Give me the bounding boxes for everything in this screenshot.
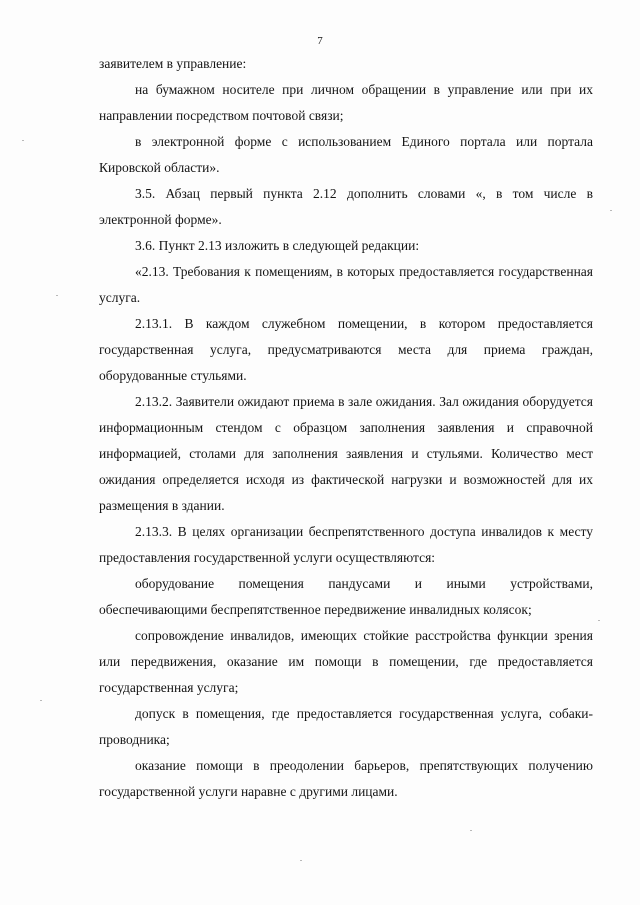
paragraph: сопровождение инвалидов, имеющих стойкие расстройства функции зрения или передвижения, оказание им помощи в помещении, где предоставляется государственная услуга; <box>99 628 593 695</box>
scan-speckle <box>56 295 58 296</box>
scan-speckle <box>22 140 24 141</box>
paragraph: допуск в помещения, где предоставляется государственная услуга, собаки-проводника; <box>99 706 593 747</box>
paragraph: заявителем в управление: <box>99 56 247 71</box>
scan-speckle <box>300 860 302 861</box>
scan-speckle <box>470 830 472 831</box>
paragraph: «2.13. Требования к помещениям, в которых предоставляется государственная услуга. <box>99 264 593 305</box>
paragraph: 3.6. Пункт 2.13 изложить в следующей редакции: <box>135 238 420 253</box>
page-number: 7 <box>317 35 323 47</box>
paragraph: оказание помощи в преодолении барьеров, препятствующих получению государственной услуги наравне с другими лицами. <box>99 758 593 799</box>
scan-speckle <box>598 620 600 621</box>
document-body <box>99 51 593 805</box>
paragraph: в электронной форме с использованием Единого портала или портала Кировской области». <box>99 134 593 175</box>
paragraph: 2.13.1. В каждом служебном помещении, в котором предоставляется государственная услуга, предусматриваются места для приема граждан, оборудованные стульями. <box>99 316 593 383</box>
paragraph: 2.13.3. В целях организации беспрепятственного доступа инвалидов к месту предоставления государственной услуги осуществляются: <box>99 524 593 565</box>
paragraph: 2.13.2. Заявители ожидают приема в зале ожидания. Зал ожидания оборудуется информационным стендом с образцом заполнения заявления и справочной информацией, столами для заполнения заявления и стульями. Количество мест ожидания определяется исходя из фактической нагрузки и возможностей для их размещения в здании. <box>99 394 593 513</box>
scan-speckle <box>40 700 42 701</box>
paragraph: 3.5. Абзац первый пункта 2.12 дополнить словами «, в том числе в электронной форме». <box>99 186 593 227</box>
scan-speckle <box>610 210 612 211</box>
paragraph: оборудование помещения пандусами и иными устройствами, обеспечивающими беспрепятственное передвижение инвалидных колясок; <box>99 576 593 617</box>
paragraph: на бумажном носителе при личном обращении в управление или при их направлении посредством почтовой связи; <box>99 82 593 123</box>
